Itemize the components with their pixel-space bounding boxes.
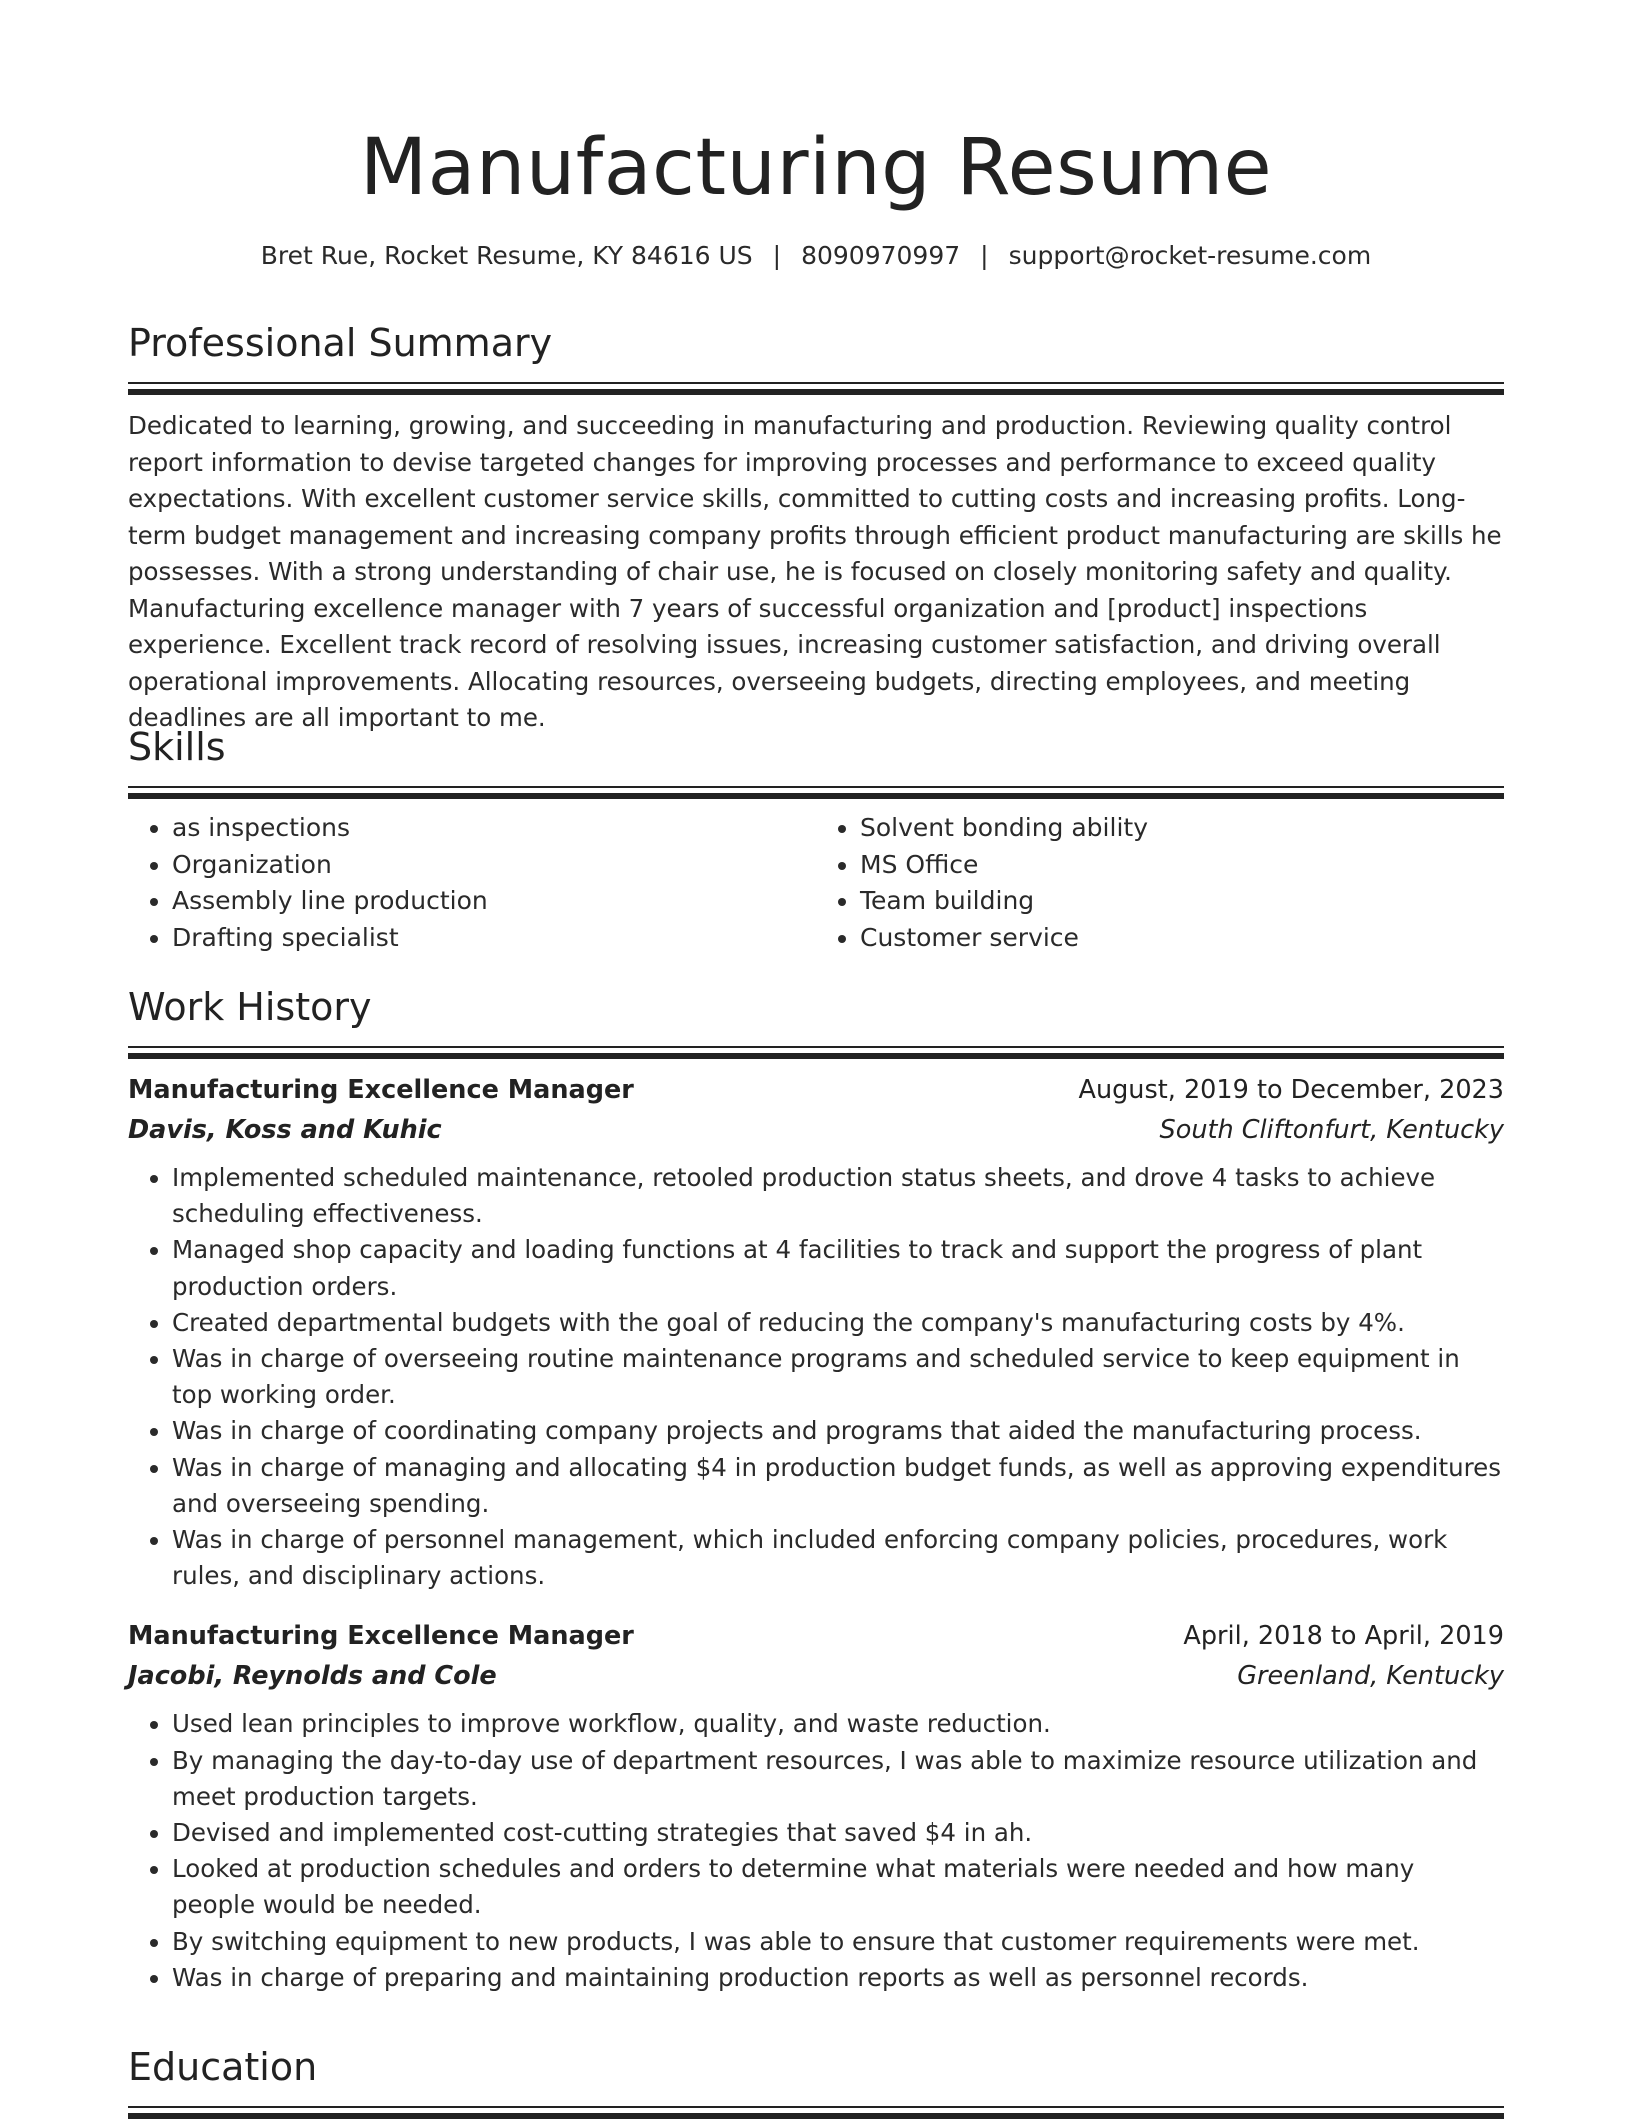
skill-item: • Team building — [860, 883, 1504, 920]
section-heading-skills: Skills — [128, 725, 226, 769]
job-title: Manufacturing Excellence Manager — [128, 1621, 634, 1652]
section-divider — [128, 786, 1504, 800]
job-bullet: • Created departmental budgets with the goal of reducing the company's manufacturing costs by 4%. — [172, 1305, 1504, 1341]
job-title: Manufacturing Excellence Manager — [128, 1075, 634, 1105]
contact-separator: | — [772, 241, 782, 270]
contact-separator: | — [980, 241, 989, 270]
contact-line — [128, 238, 1504, 274]
job-bullet: • Was in charge of coordinating company projects and programs that aided the manufacturing process. — [172, 1413, 1504, 1449]
skill-item: • MS Office — [860, 847, 1504, 884]
job-bullet: • Was in charge of personnel management, which included enforcing company policies, procedures, work rules, and disciplinary actions. — [172, 1522, 1504, 1594]
contact-address: Bret Rue, Rocket Resume, KY 84616 US — [260, 241, 753, 270]
skills-section — [128, 722, 1504, 956]
skill-item: • as inspections — [172, 810, 816, 847]
job-bullet: • Implemented scheduled maintenance, retooled production status sheets, and drove 4 tasks to achieve scheduling effectiveness. — [172, 1160, 1504, 1232]
job-dates: April, 2018 to April, 2019 — [1183, 1621, 1504, 1652]
job-company: Jacobi, Reynolds and Cole — [128, 1661, 497, 1692]
education-section — [128, 2042, 1504, 2120]
section-divider — [128, 382, 1504, 396]
job-bullet: • By switching equipment to new products, I was able to ensure that customer requirements were met. — [172, 1924, 1504, 1960]
job-location: Greenland, Kentucky — [1237, 1661, 1504, 1692]
job-bullet: • Devised and implemented cost-cutting strategies that saved $4 in ah. — [172, 1815, 1504, 1851]
skill-item: • Organization — [172, 847, 816, 884]
job-bullets — [128, 1160, 1504, 1594]
summary-text: Dedicated to learning, growing, and succeeding in manufacturing and production. Reviewing quality control report information to devise targeted changes for improving processes and performance to exceed quality expectations. With excellent customer service skills, committed to cutting costs and increasing profits. Long-term budget management and increasing company profits through efficient product manufacturing are skills he possesses. With a strong understanding of chair use, he is focused on closely monitoring safety and quality. Manufacturing excellence manager with 7 years of successful organization and [product] inspections experience. Excellent track record of resolving issues, increasing customer satisfaction, and driving overall operational improvements. Allocating resources, overseeing budgets, directing employees, and meeting deadlines are all important to me. — [128, 411, 1502, 732]
job-bullets — [128, 1706, 1504, 1996]
job-bullet: • Was in charge of managing and allocating $4 in production budget funds, as well as approving expenditures and overseeing spending. — [172, 1450, 1504, 1522]
summary-section — [128, 318, 1504, 737]
job-bullet: • Was in charge of overseeing routine maintenance programs and scheduled service to keep equipment in top working order. — [172, 1341, 1504, 1413]
job-company: Davis, Koss and Kuhic — [128, 1115, 442, 1145]
section-heading-work-history: Work History — [128, 985, 372, 1029]
job-bullet: • Managed shop capacity and loading functions at 4 facilities to track and support the progress of plant production orders. — [172, 1232, 1504, 1304]
work-history-section — [128, 982, 1504, 1996]
skill-item: • Assembly line production — [172, 883, 816, 920]
section-divider — [128, 2106, 1504, 2120]
skills-column-right — [816, 810, 1504, 956]
resume-title: Manufacturing Resume — [359, 123, 1273, 213]
job-dates: August, 2019 to December, 2023 — [1078, 1075, 1504, 1105]
skills-list — [128, 810, 1504, 956]
section-heading-summary: Professional Summary — [128, 321, 553, 365]
job-bullet: • Used lean principles to improve workflow, quality, and waste reduction. — [172, 1706, 1504, 1742]
job-bullet: • Was in charge of preparing and maintaining production reports as well as personnel records. — [172, 1960, 1504, 1996]
skill-item: • Solvent bonding ability — [860, 810, 1504, 847]
section-divider — [128, 1046, 1504, 1060]
job-bullet: • Looked at production schedules and orders to determine what materials were needed and how many people would be needed. — [172, 1851, 1504, 1923]
job-location: South Cliftonfurt, Kentucky — [1159, 1115, 1504, 1145]
job-bullet: • By managing the day-to-day use of department resources, I was able to maximize resource utilization and meet production targets. — [172, 1743, 1504, 1815]
skill-item: • Drafting specialist — [172, 920, 816, 957]
job-entry — [128, 1070, 1504, 1594]
skills-column-left — [128, 810, 816, 956]
job-entry — [128, 1616, 1504, 1996]
contact-phone: 8090970997 — [801, 241, 961, 270]
section-heading-education: Education — [128, 2045, 318, 2089]
contact-email[interactable]: support@rocket-resume.com — [1008, 241, 1372, 270]
skill-item: • Customer service — [860, 920, 1504, 957]
